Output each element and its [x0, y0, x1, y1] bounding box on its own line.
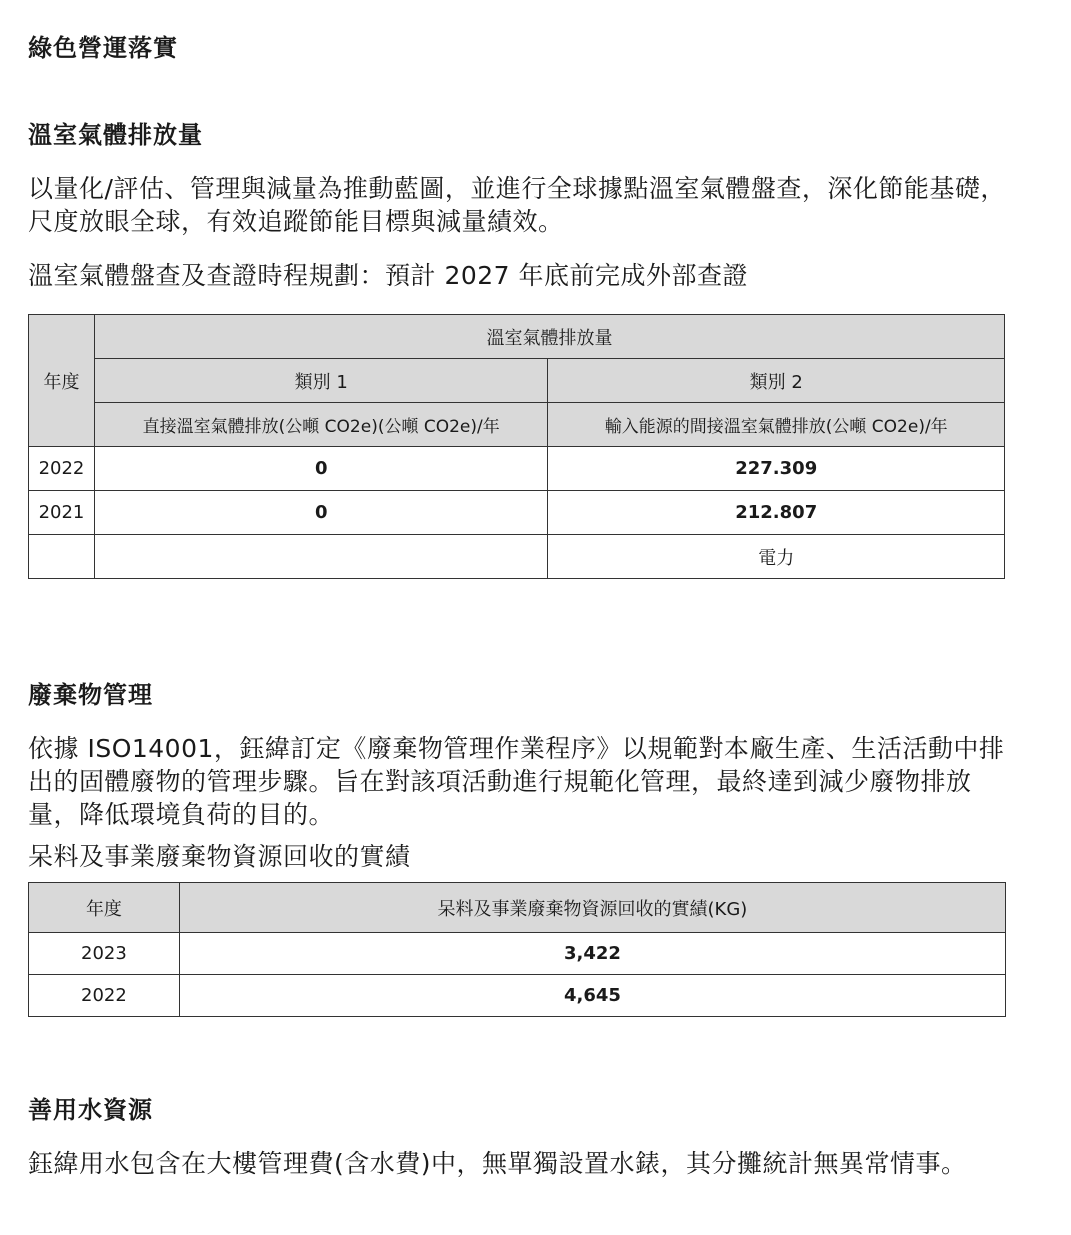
- ghg-row-cat2-note: 電力: [548, 535, 1005, 579]
- ghg-heading: 溫室氣體排放量: [28, 121, 203, 149]
- ghg-row-year: 2022: [29, 447, 95, 491]
- ghg-row-cat1: 0: [94, 447, 547, 491]
- waste-row-value: 3,422: [179, 933, 1005, 975]
- ghg-table: [28, 314, 1005, 579]
- table-row: [29, 535, 1005, 579]
- table-row: [29, 975, 1006, 1017]
- waste-heading: 廢棄物管理: [28, 681, 153, 709]
- waste-intro: 依據 ISO14001，鈺緯訂定《廢棄物管理作業程序》以規範對本廠生產、生活活動中排出的固體廢物的管理步驟。旨在對該項活動進行規範化管理，最終達到減少廢物排放量，降低環境負荷的目的。: [28, 734, 1005, 829]
- ghg-row-cat2: 227.309: [548, 447, 1005, 491]
- ghg-intro: 以量化/評估、管理與減量為推動藍圖，並進行全球據點溫室氣體盤查，深化節能基礎，尺度放眼全球，有效追蹤節能目標與減量績效。: [28, 174, 1006, 236]
- ghg-row-cat2: 212.807: [548, 491, 1005, 535]
- ghg-cat2-header: 類別 2: [548, 359, 1005, 403]
- water-text: 鈺緯用水包含在大樓管理費(含水費)中，無單獨設置水錶，其分攤統計無異常情事。: [28, 1149, 967, 1178]
- ghg-row-cat1: 0: [94, 491, 547, 535]
- water-heading: 善用水資源: [28, 1096, 153, 1124]
- waste-caption: 呆料及事業廢棄物資源回收的實績: [28, 842, 411, 871]
- ghg-cat1-subheader: 直接溫室氣體排放(公噸 CO2e)(公噸 CO2e)/年: [94, 403, 547, 447]
- waste-row-year: 2022: [29, 975, 180, 1017]
- ghg-plan: 溫室氣體盤查及查證時程規劃：預計 2027 年底前完成外部查證: [28, 261, 749, 290]
- page-title: 綠色營運落實: [28, 34, 178, 62]
- ghg-cat1-header: 類別 1: [94, 359, 547, 403]
- table-row: [29, 933, 1006, 975]
- waste-year-header: 年度: [29, 883, 180, 933]
- table-row: [29, 447, 1005, 491]
- ghg-year-header: 年度: [29, 315, 95, 447]
- ghg-group-header: 溫室氣體排放量: [94, 315, 1004, 359]
- waste-row-value: 4,645: [179, 975, 1005, 1017]
- ghg-row-year: 2021: [29, 491, 95, 535]
- ghg-cat2-subheader: 輸入能源的間接溫室氣體排放(公噸 CO2e)/年: [548, 403, 1005, 447]
- ghg-row-cat1: [94, 535, 547, 579]
- table-row: [29, 491, 1005, 535]
- waste-row-year: 2023: [29, 933, 180, 975]
- waste-value-header: 呆料及事業廢棄物資源回收的實績(KG): [179, 883, 1005, 933]
- waste-table: [28, 882, 1006, 1017]
- ghg-row-year: [29, 535, 95, 579]
